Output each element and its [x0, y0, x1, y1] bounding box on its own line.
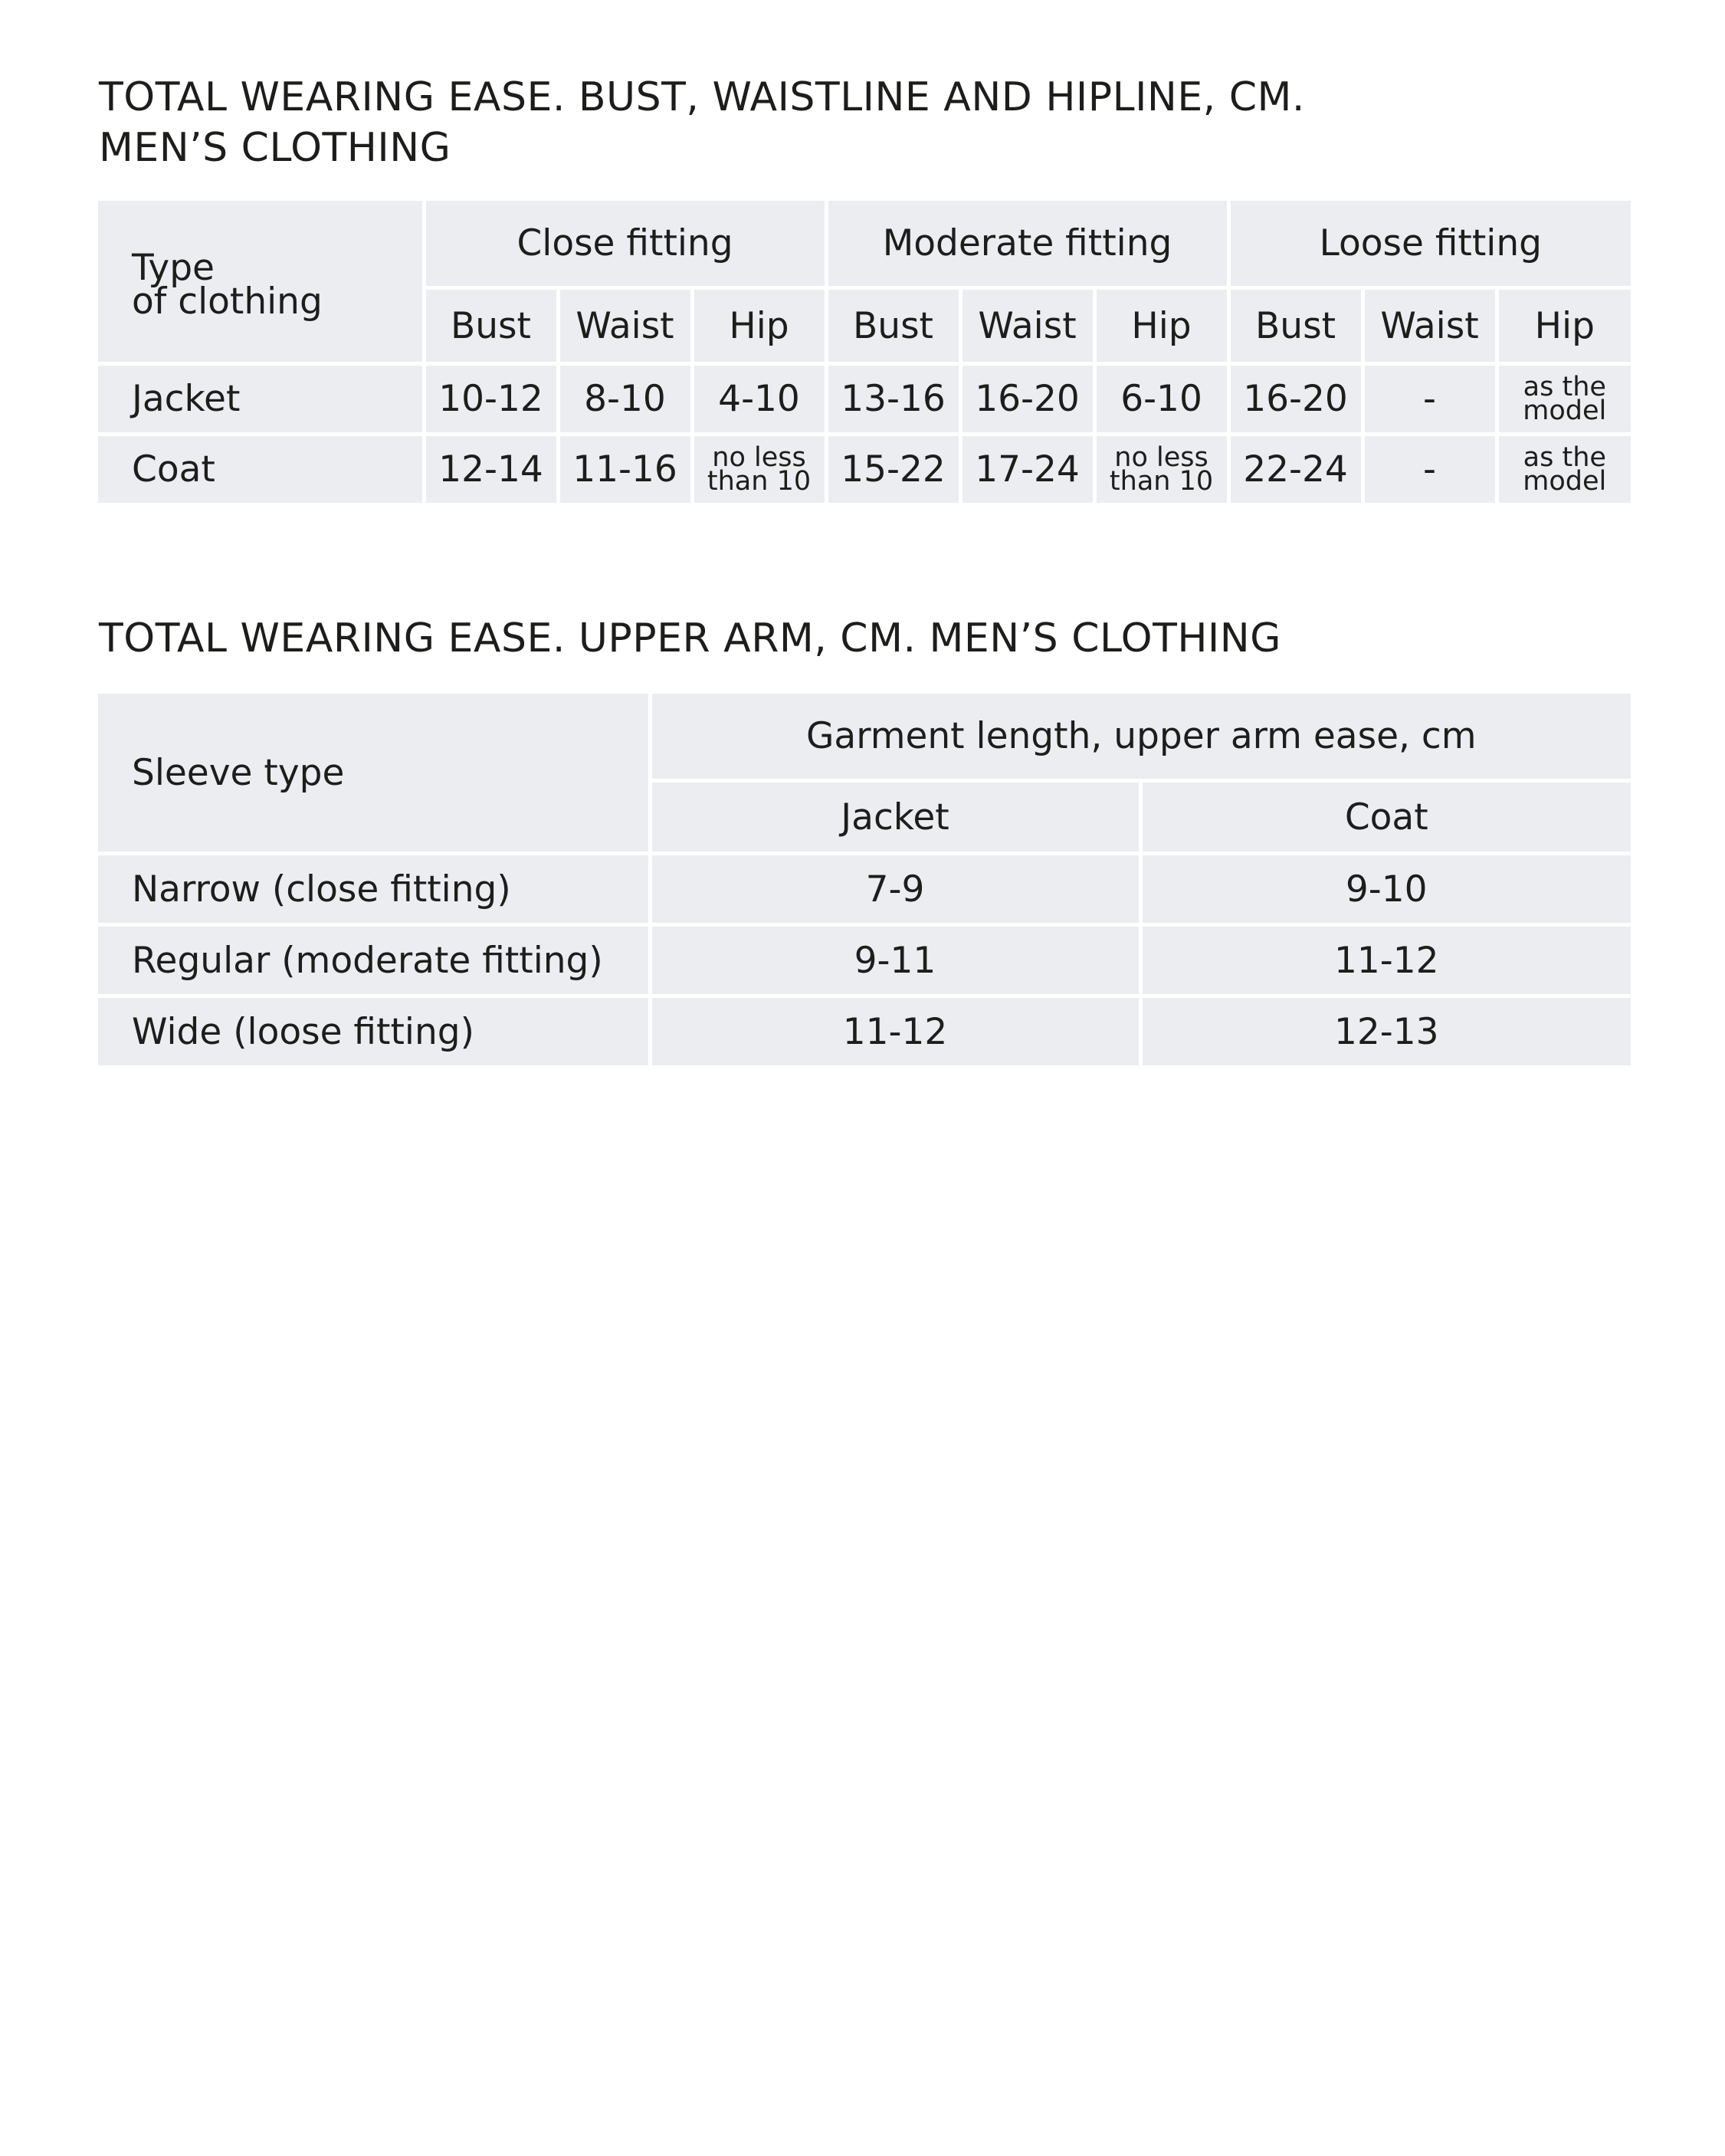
table-cell: as the model — [1497, 364, 1631, 435]
subheader-close-waist: Waist — [558, 288, 692, 364]
table-cell: 10-12 — [424, 364, 558, 435]
subheader-coat: Coat — [1140, 781, 1631, 854]
table-cell: - — [1363, 435, 1497, 504]
table1-heading-line1: TOTAL WEARING EASE. BUST, WAISTLINE AND HIPLINE, CM. — [99, 74, 1305, 120]
table-cell: 8-10 — [558, 364, 692, 435]
table-cell: 16-20 — [1228, 364, 1363, 435]
table-cell: 7-9 — [650, 854, 1140, 925]
type-of-clothing-header — [98, 201, 424, 364]
table-cell: 17-24 — [960, 435, 1094, 504]
table-cell: 11-12 — [650, 996, 1140, 1066]
subheader-moderate-waist: Waist — [960, 288, 1094, 364]
subheader-close-hip: Hip — [692, 288, 826, 364]
table-cell: no less than 10 — [1094, 435, 1228, 504]
row-label-jacket: Jacket — [98, 364, 424, 435]
table-cell: 9-11 — [650, 925, 1140, 996]
table-row-coat — [98, 435, 1631, 504]
ease-bust-waist-hip-table — [98, 201, 1631, 503]
table-cell: - — [1363, 364, 1497, 435]
table-row-jacket — [98, 364, 1631, 435]
table-row-narrow — [98, 854, 1631, 925]
table2-heading: TOTAL WEARING EASE. UPPER ARM, CM. MEN’S CLOTHING — [99, 615, 1281, 661]
subheader-moderate-hip: Hip — [1094, 288, 1228, 364]
table-row-regular — [98, 925, 1631, 996]
table-cell: 16-20 — [960, 364, 1094, 435]
table-cell: 12-14 — [424, 435, 558, 504]
row-label-narrow: Narrow (close fitting) — [98, 854, 650, 925]
table-cell: 4-10 — [692, 364, 826, 435]
type-header-line2: of clothing — [132, 281, 323, 323]
type-header-line1: Type — [132, 247, 215, 289]
subheader-close-bust: Bust — [424, 288, 558, 364]
table2-group-header-row — [98, 694, 1631, 781]
table1-heading — [99, 72, 1305, 173]
table1-heading-line2: MEN’S CLOTHING — [99, 125, 451, 171]
subheader-loose-hip: Hip — [1497, 288, 1631, 364]
subheader-loose-bust: Bust — [1228, 288, 1363, 364]
table-cell: 6-10 — [1094, 364, 1228, 435]
table-cell: as the model — [1497, 435, 1631, 504]
group-header-close-fitting: Close fitting — [424, 201, 826, 288]
group-header-loose-fitting: Loose fitting — [1228, 201, 1631, 288]
garment-length-header: Garment length, upper arm ease, cm — [650, 694, 1631, 781]
ease-upper-arm-table — [98, 694, 1631, 1065]
group-header-moderate-fitting: Moderate fitting — [826, 201, 1228, 288]
subheader-loose-waist: Waist — [1363, 288, 1497, 364]
table1-group-header-row — [98, 201, 1631, 288]
subheader-jacket: Jacket — [650, 781, 1140, 854]
subheader-moderate-bust: Bust — [826, 288, 960, 364]
table-cell: 9-10 — [1140, 854, 1631, 925]
table-cell: 11-16 — [558, 435, 692, 504]
table-cell: 12-13 — [1140, 996, 1631, 1066]
row-label-regular: Regular (moderate fitting) — [98, 925, 650, 996]
table-cell: 15-22 — [826, 435, 960, 504]
table-cell: no less than 10 — [692, 435, 826, 504]
sleeve-type-header: Sleeve type — [98, 694, 650, 854]
table-row-wide — [98, 996, 1631, 1066]
table-cell: 11-12 — [1140, 925, 1631, 996]
table-cell: 22-24 — [1228, 435, 1363, 504]
row-label-wide: Wide (loose fitting) — [98, 996, 650, 1066]
table-cell: 13-16 — [826, 364, 960, 435]
row-label-coat: Coat — [98, 435, 424, 504]
